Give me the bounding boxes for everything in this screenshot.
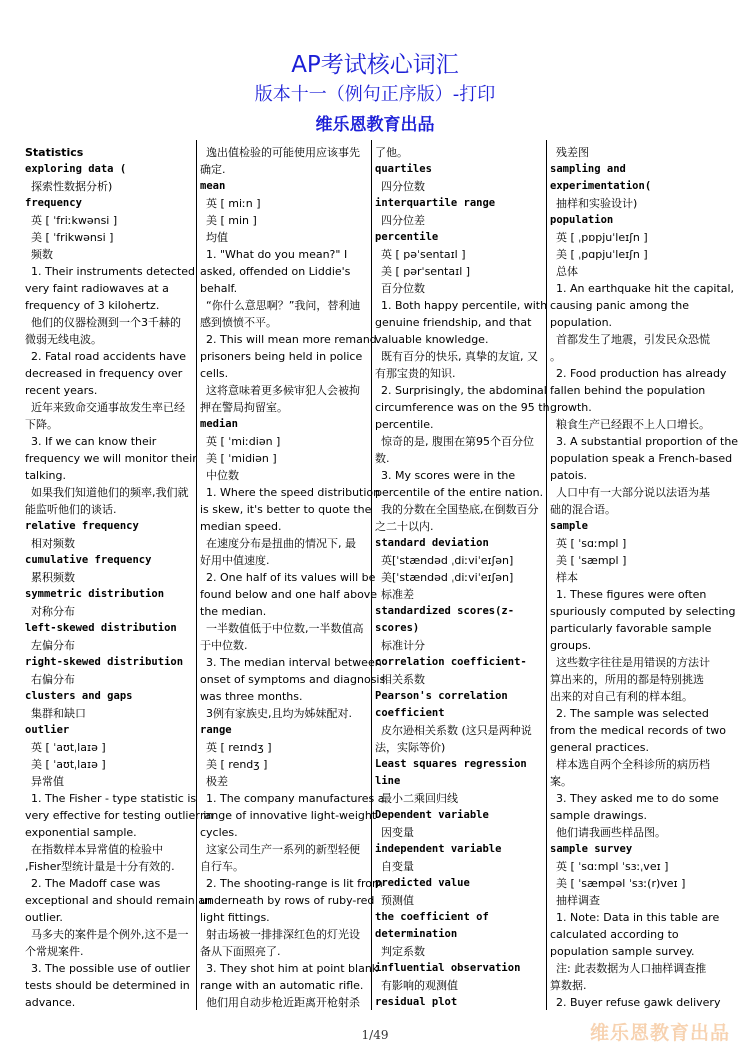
text-line: exponential sample. xyxy=(25,826,137,839)
text-line: groups. xyxy=(550,639,592,652)
text-line: 逸出值检验的可能使用应该事先 xyxy=(206,146,360,159)
text-line: growth. xyxy=(550,401,592,414)
text-line: 2. Surprisingly, the abdominal xyxy=(381,384,547,397)
text-line: 英[ˈstændəd ˌdiːviˈeɪʃən] xyxy=(381,554,514,567)
text-line: behalf. xyxy=(200,282,238,295)
text-line: outlier. xyxy=(25,911,63,924)
text-line: underneath by rows of ruby-red xyxy=(200,894,375,907)
text-line: 样本选自两个全科诊所的病历档 xyxy=(556,758,710,771)
text-line: 中位数 xyxy=(206,469,239,482)
text-line: 1. The Fisher - type statistic is xyxy=(31,792,197,805)
text-line: 好用中值速度. xyxy=(200,554,270,567)
text-line: 1. Where the speed distribution xyxy=(206,486,381,499)
text-line: 相对频数 xyxy=(31,537,75,550)
text-line: 均值 xyxy=(206,231,228,244)
text-line: the median. xyxy=(200,605,267,618)
text-line: 近年来致命交通事故发生率已经 xyxy=(31,401,185,414)
text-line: 英 [ ˈsɑːmpl ˈsɜːˌveɪ ] xyxy=(556,860,669,873)
text-line: 频数 xyxy=(31,248,53,261)
text-line: 我的分数在全国垫底,在倒数百分 xyxy=(381,503,539,516)
text-line: 这些数字往往是用错误的方法计 xyxy=(556,656,710,669)
text-line: 2. The sample was selected xyxy=(556,707,709,720)
text-line: 异常值 xyxy=(31,775,64,788)
column-divider xyxy=(196,140,197,1010)
text-line: 英 [ ˈaʊtˌlaɪə ] xyxy=(31,741,106,754)
text-line: onset of symptoms and diagnosis xyxy=(200,673,386,686)
text-line: 惊奇的是, 腹围在第95个百分位 xyxy=(381,435,534,448)
text-line: percentile of the entire nation. xyxy=(375,486,544,499)
text-line: 1. Their instruments detected xyxy=(31,265,196,278)
text-line: 法，实际等价) xyxy=(375,741,446,754)
text-line: 1. The company manufactures a xyxy=(206,792,385,805)
text-line: 案。 xyxy=(550,775,572,788)
text-line: 了他。 xyxy=(375,146,408,159)
text-line: 右偏分布 xyxy=(31,673,75,686)
text-line: 总体 xyxy=(556,265,578,278)
term-heading: left-skewed distribution xyxy=(25,622,177,634)
term-heading: median xyxy=(200,418,238,430)
text-line: 2. Fatal road accidents have xyxy=(31,350,187,363)
text-line: 判定系数 xyxy=(381,945,425,958)
text-line: range with an automatic rifle. xyxy=(200,979,364,992)
text-line: 有那宝贵的知识. xyxy=(375,367,456,380)
text-line: 最小二乘回归线 xyxy=(381,792,458,805)
text-line: 对称分布 xyxy=(31,605,75,618)
text-line: 数. xyxy=(375,452,390,465)
text-line: 标准差 xyxy=(381,588,414,601)
text-line: frequency we will monitor their xyxy=(25,452,197,465)
text-line: particularly favorable sample xyxy=(550,622,712,635)
text-line: 英 [ miːn ] xyxy=(206,197,261,210)
term-heading: residual plot xyxy=(375,996,458,1008)
text-line: 3例有家族史,且均为姊妹配对. xyxy=(206,707,352,720)
text-line: 探索性数据分析) xyxy=(31,180,113,193)
text-line: 感到愤愤不平。 xyxy=(200,316,277,329)
text-line: 集群和缺口 xyxy=(31,707,86,720)
text-line: found below and one half above xyxy=(200,588,378,601)
text-line: 3. The median interval between xyxy=(206,656,382,669)
text-line: calculated according to xyxy=(550,928,679,941)
text-line: recent years. xyxy=(25,384,98,397)
text-line: 标准计分 xyxy=(381,639,425,652)
text-line: 自变量 xyxy=(381,860,414,873)
text-line: from the medical records of two xyxy=(550,724,727,737)
term-heading: exploring data ( xyxy=(25,163,127,175)
text-line: exceptional and should remain an xyxy=(25,894,212,907)
text-line: 一半数值低于中位数,一半数值高 xyxy=(206,622,364,635)
text-line: 1. "What do you mean?" I xyxy=(206,248,348,261)
text-line: 美 [ ˌpɑpjuˈleɪʃn ] xyxy=(556,248,648,261)
term-heading: symmetric distribution xyxy=(25,588,165,600)
term-heading: sample survey xyxy=(550,843,633,855)
text-line: frequency of 3 kilohertz. xyxy=(25,299,160,312)
text-line: 于中位数. xyxy=(200,639,248,652)
text-line: 英 [ pəˈsentaɪl ] xyxy=(381,248,466,261)
text-line: 3. A substantial proportion of the xyxy=(556,435,739,448)
term-heading: correlation coefficient- xyxy=(375,656,527,668)
text-column-4 xyxy=(550,144,739,1012)
text-line: causing panic among the xyxy=(550,299,689,312)
text-line: 因变量 xyxy=(381,826,414,839)
term-heading: range xyxy=(200,724,232,736)
text-line: 美 [ rendʒ ] xyxy=(206,758,268,771)
text-line: 自行车。 xyxy=(200,860,244,873)
text-line: 皮尔逊相关系数 (这只是两种说 xyxy=(381,724,532,737)
text-line: 百分位数 xyxy=(381,282,425,295)
term-heading: relative frequency xyxy=(25,520,139,532)
text-line: 抽样调查 xyxy=(556,894,600,907)
term-heading: population xyxy=(550,214,614,226)
text-line: population sample survey. xyxy=(550,945,695,958)
text-line: 1. An earthquake hit the capital, xyxy=(556,282,735,295)
term-heading: cumulative frequency xyxy=(25,554,152,566)
text-line: 出来的对自己有利的样本组。 xyxy=(550,690,693,703)
text-line: 美 [ ˈaʊtˌlaɪə ] xyxy=(31,758,106,771)
publisher-line: 维乐恩教育出品 xyxy=(315,115,435,135)
text-line: 四分位数 xyxy=(381,180,425,193)
text-line: 累积频数 xyxy=(31,571,75,584)
term-heading: Pearson's correlation xyxy=(375,690,508,702)
term-heading: right-skewed distribution xyxy=(25,656,184,668)
text-line: 之二十以内. xyxy=(375,520,434,533)
text-line: 在指数样本异常值的检验中 xyxy=(31,843,163,856)
text-line: cells. xyxy=(200,367,229,380)
text-line: median speed. xyxy=(200,520,282,533)
text-line: very faint radiowaves at a xyxy=(25,282,169,295)
text-line: 粮食生产已经跟不上人口增长。 xyxy=(556,418,710,431)
document-subtitle: 版本十一（例句正序版）-打印 xyxy=(254,84,496,105)
text-line: 这将意味着更多候审犯人会被拘 xyxy=(206,384,360,397)
text-line: 2. Buyer refuse gawk delivery xyxy=(556,996,721,1009)
text-line: 美 [ ˈfrikwənsi ] xyxy=(31,231,114,244)
text-line: 英 [ ˌpɒpjuˈleɪʃn ] xyxy=(556,231,648,244)
text-line: 他们用自动步枪近距离开枪射杀 xyxy=(206,996,360,1009)
text-line: 3. My scores were in the xyxy=(381,469,516,482)
text-line: genuine friendship, and that xyxy=(375,316,532,329)
text-line: 极差 xyxy=(206,775,228,788)
text-line: 首都发生了地震，引发民众恐慌 xyxy=(556,333,710,346)
text-line: 他们请我画些样品图。 xyxy=(556,826,666,839)
section-heading: Statistics xyxy=(25,146,84,159)
text-line: 下降。 xyxy=(25,418,58,431)
term-heading: influential observation xyxy=(375,962,521,974)
text-line: 抽样和实验设计) xyxy=(556,197,638,210)
text-line: 四分位差 xyxy=(381,214,425,227)
text-line: was three months. xyxy=(200,690,303,703)
term-heading: determination xyxy=(375,928,458,940)
text-line: circumference was on the 95 th xyxy=(375,401,550,414)
text-line: 1. Both happy percentile, with xyxy=(381,299,548,312)
text-line: 这家公司生产一系列的新型轻便 xyxy=(206,843,360,856)
text-line: 如果我们知道他们的频率,我们就 xyxy=(31,486,189,499)
text-line: decreased in frequency over xyxy=(25,367,183,380)
text-line: 在速度分布是扭曲的情况下, 最 xyxy=(206,537,356,550)
text-line: 2. The shooting-range is lit from xyxy=(206,877,383,890)
text-line: 微弱无线电波。 xyxy=(25,333,102,346)
text-line: 美 [ ˈmidiən ] xyxy=(206,452,277,465)
text-line: 2. Food production has already xyxy=(556,367,727,380)
term-heading: predicted value xyxy=(375,877,470,889)
term-heading: outlier xyxy=(25,724,70,736)
text-line: 1. These figures were often xyxy=(556,588,707,601)
text-line: 础的混合语。 xyxy=(550,503,616,516)
text-line: asked, offended on Liddie's xyxy=(200,265,351,278)
text-line: sample drawings. xyxy=(550,809,647,822)
text-line: 美 [ pərˈsentaɪl ] xyxy=(381,265,471,278)
text-line: 3. The possible use of outlier xyxy=(31,962,190,975)
text-line: tests should be determined in xyxy=(25,979,190,992)
text-line: 2. One half of its values will be xyxy=(206,571,376,584)
text-line: cycles. xyxy=(200,826,238,839)
term-heading: quartiles xyxy=(375,163,432,175)
text-line: 3. They asked me to do some xyxy=(556,792,719,805)
document-title: AP考试核心词汇 xyxy=(291,52,459,78)
text-line: fallen behind the population xyxy=(550,384,706,397)
text-line: 英 [ reɪndʒ ] xyxy=(206,741,272,754)
term-heading: line xyxy=(375,775,401,787)
text-line: very effective for testing outlier in xyxy=(25,809,214,822)
watermark-text: 维乐恩教育出品 xyxy=(589,1022,730,1044)
text-line: general practices. xyxy=(550,741,650,754)
term-heading: independent variable xyxy=(375,843,502,855)
term-heading: Dependent variable xyxy=(375,809,489,821)
text-line: advance. xyxy=(25,996,76,1009)
column-divider xyxy=(546,140,547,1010)
text-line: population speak a French-based xyxy=(550,452,733,465)
text-line: 英 [ ˈfriːkwənsi ] xyxy=(31,214,118,227)
text-line: range of innovative light-weight xyxy=(200,809,377,822)
term-heading: coefficient xyxy=(375,707,445,719)
term-heading: percentile xyxy=(375,231,439,243)
text-line: 注: 此表数据为人口抽样调查推 xyxy=(556,962,707,975)
text-line: 预测值 xyxy=(381,894,414,907)
text-line: 样本 xyxy=(556,571,578,584)
text-line: light fittings. xyxy=(200,911,270,924)
text-line: 美 [ ˈsæmpl ] xyxy=(556,554,627,567)
text-line: 英 [ ˈsɑːmpl ] xyxy=(556,537,627,550)
text-column-2 xyxy=(200,144,386,1012)
text-line: 有影响的观测值 xyxy=(381,979,458,992)
text-line: 美[ˈstændəd ˌdiːviˈeɪʃən] xyxy=(381,571,514,584)
text-line: talking. xyxy=(25,469,66,482)
text-line: 他们的仪器检测到一个3千赫的 xyxy=(31,316,181,329)
text-line: 2. This will mean more remand xyxy=(206,333,377,346)
term-heading: standard deviation xyxy=(375,537,489,549)
term-heading: Least squares regression xyxy=(375,758,527,770)
text-line: 算数据. xyxy=(550,979,587,992)
text-line: 能监听他们的谈话. xyxy=(25,503,117,516)
text-line: 确定. xyxy=(200,163,226,176)
text-line: 残差图 xyxy=(556,146,589,159)
text-line: 美 [ ˈsæmpəl ˈsɜː(r)veɪ ] xyxy=(556,877,686,890)
text-line: 3. They shot him at point blank xyxy=(206,962,379,975)
text-line: patois. xyxy=(550,469,588,482)
text-line: prisoners being held in police xyxy=(200,350,363,363)
term-heading: frequency xyxy=(25,197,82,209)
text-line: ,Fisher型统计量是十分有效的. xyxy=(25,860,175,873)
text-line: “你什么意思啊？”我问，替利迪 xyxy=(206,299,361,312)
term-heading: experimentation( xyxy=(550,180,652,192)
text-line: 1. Note: Data in this table are xyxy=(556,911,720,924)
page-number: 1/49 xyxy=(361,1028,389,1042)
text-line: 英 [ ˈmiːdiən ] xyxy=(206,435,281,448)
text-line: 。 xyxy=(550,350,561,363)
text-line: 左偏分布 xyxy=(31,639,75,652)
text-line: 相关系数 xyxy=(381,673,425,686)
text-line: 马多夫的案件是个例外,这不是一 xyxy=(31,928,189,941)
term-heading: standardized scores(z- xyxy=(375,605,515,617)
text-line: population. xyxy=(550,316,613,329)
text-line: 算出来的，所用的都是特别挑选 xyxy=(550,673,704,686)
term-heading: scores) xyxy=(375,622,420,634)
text-line: 2. The Madoff case was xyxy=(31,877,161,890)
text-line: spuriously computed by selecting xyxy=(550,605,736,618)
text-line: 人口中有一大部分说以法语为基 xyxy=(556,486,710,499)
term-heading: mean xyxy=(200,180,226,192)
text-line: 备从下面照亮了. xyxy=(200,945,281,958)
text-line: 3. If we can know their xyxy=(31,435,157,448)
text-line: percentile. xyxy=(375,418,434,431)
text-line: 射击场被一排排深红色的灯光设 xyxy=(206,928,360,941)
text-line: 既有百分的快乐, 真挚的友谊, 又 xyxy=(381,350,538,363)
text-line: 美 [ min ] xyxy=(206,214,257,227)
text-line: valuable knowledge. xyxy=(375,333,489,346)
text-line: 个常规案件. xyxy=(25,945,84,958)
text-line: is skew, it's better to quote the xyxy=(200,503,372,516)
term-heading: clusters and gaps xyxy=(25,690,133,702)
text-column-3 xyxy=(375,144,550,1012)
term-heading: sample xyxy=(550,520,588,532)
text-line: 押在警局拘留室。 xyxy=(200,401,288,414)
term-heading: sampling and xyxy=(550,163,626,175)
term-heading: interquartile range xyxy=(375,197,496,209)
term-heading: the coefficient of xyxy=(375,911,489,923)
